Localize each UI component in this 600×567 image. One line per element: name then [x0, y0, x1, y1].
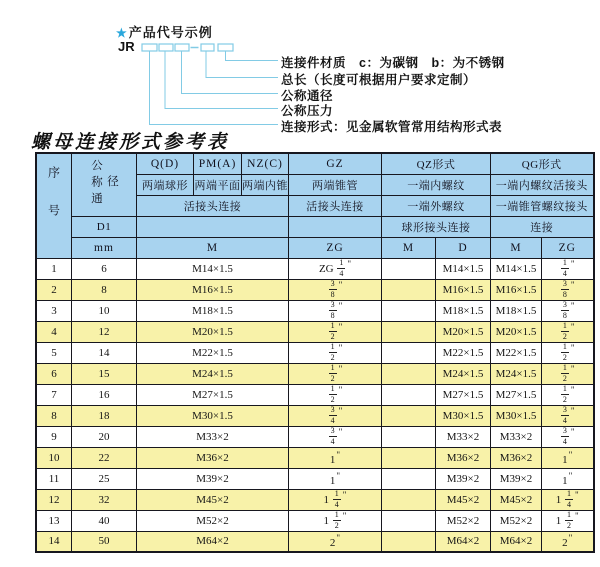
header-type-gz: GZ — [289, 153, 382, 174]
inch-mark: " — [570, 280, 575, 290]
header-dn-text: 公称通径 — [90, 158, 118, 208]
fraction: $\frac{3}{4}$ — [330, 405, 335, 425]
cell-gz-zg — [289, 384, 382, 405]
cell-qg-zg — [542, 405, 594, 426]
inch-mark: " — [570, 301, 575, 311]
header-zg-gz: ZG — [289, 237, 382, 258]
code-box-5 — [218, 44, 233, 51]
cell-qz-m — [382, 321, 436, 342]
cell-qg-zg — [542, 363, 594, 384]
cell-qg-zg: 1 $\frac{1}{4}$ " — [542, 489, 594, 510]
label-nominal-pressure: 公称压力 — [281, 104, 334, 118]
cell-qg-m: M18×1.5 — [491, 300, 542, 321]
inch-mark: " — [568, 470, 573, 481]
header-type-qg: QG形式 — [491, 153, 594, 174]
header-d-qz: D — [436, 237, 491, 258]
cell-qz-d: M24×1.5 — [436, 363, 491, 384]
inch-mark: " — [336, 449, 341, 460]
cell-gz-zg: 1 $\frac{1}{4}$ " — [289, 489, 382, 510]
cell-qg-zg — [542, 426, 594, 447]
fraction: $\frac{1}{2}$ — [330, 342, 335, 362]
table-row — [36, 300, 594, 321]
cell-qg-zg — [542, 321, 594, 342]
inch-mark: " — [570, 427, 575, 437]
product-code-prefix: JR — [118, 39, 135, 54]
header-mm: mm — [72, 237, 137, 258]
cell-qz-m — [382, 468, 436, 489]
cell-gz-zg: 1 $\frac{1}{2}$ " — [289, 510, 382, 531]
table-row — [36, 384, 594, 405]
cell-m: M18×1.5 — [137, 300, 289, 321]
cell-m: M33×2 — [137, 426, 289, 447]
cell-m: M20×1.5 — [137, 321, 289, 342]
header-union-left: 活接头连接 — [137, 195, 289, 216]
header-m-main: M — [137, 237, 289, 258]
cell-seq: 13 — [36, 510, 72, 531]
cell-qz-d: M18×1.5 — [436, 300, 491, 321]
header-type-pma: PM(A) — [194, 153, 242, 174]
cell-seq: 6 — [36, 363, 72, 384]
inch-mark: " — [570, 406, 575, 416]
fraction: $\frac{1}{2}$ — [330, 321, 335, 341]
cell-gz-zg — [289, 405, 382, 426]
fraction: $\frac{1}{2}$ — [562, 342, 567, 362]
inch-mark: " — [570, 343, 575, 353]
fraction: $\frac{3}{8}$ — [330, 300, 335, 320]
inch-mark: " — [338, 385, 343, 395]
cell-m: M16×1.5 — [137, 279, 289, 300]
inch-mark: " — [338, 427, 343, 437]
cell-qg-zg — [542, 279, 594, 300]
cell-qz-d: M14×1.5 — [436, 258, 491, 279]
cell-seq: 8 — [36, 405, 72, 426]
fraction: $\frac{3}{4}$ — [562, 405, 567, 425]
cell-qz-d: M64×2 — [436, 531, 491, 552]
table-row — [36, 279, 594, 300]
cell-dn-mm: 14 — [72, 342, 137, 363]
table-row — [36, 426, 594, 447]
connector-line-form — [150, 51, 279, 125]
fraction: $\frac{3}{8}$ — [562, 279, 567, 299]
header-row-5 — [36, 237, 594, 258]
cell-dn-mm: 18 — [72, 405, 137, 426]
cell-qg-zg — [542, 342, 594, 363]
cell-qg-m: M64×2 — [491, 531, 542, 552]
cell-qz-d: M22×1.5 — [436, 342, 491, 363]
header-zg-qg: ZG — [542, 237, 594, 258]
cell-dn-mm: 8 — [72, 279, 137, 300]
inch-mark: " — [570, 385, 575, 395]
cell-qg-m: M22×1.5 — [491, 342, 542, 363]
cell-qg-m: M30×1.5 — [491, 405, 542, 426]
inch-mark: " — [342, 511, 347, 521]
cell-qz-m — [382, 426, 436, 447]
label-total-length: 总长（长度可根据用户要求定制） — [281, 73, 477, 87]
label-material: 连接件材质 c：为碳钢 b：为不锈钢 — [281, 56, 505, 70]
cell-qg-zg — [542, 258, 594, 279]
nut-connection-table — [35, 152, 595, 553]
cell-qz-m — [382, 489, 436, 510]
fraction: $\frac{1}{4}$ — [567, 489, 572, 509]
inch-mark: " — [570, 322, 575, 332]
header-m-qg: M — [491, 237, 542, 258]
cell-m: M45×2 — [137, 489, 289, 510]
cell-gz-zg — [289, 342, 382, 363]
fraction: $\frac{1}{2}$ — [334, 510, 339, 530]
inch-mark: " — [568, 449, 573, 460]
cell-seq: 11 — [36, 468, 72, 489]
star-icon: ★ — [116, 26, 127, 40]
header-taper-thread-qg: 一端锥管螺纹接头 — [491, 195, 594, 216]
header-desc-pma: 两端平面 — [194, 174, 242, 195]
table-body — [36, 258, 594, 552]
header-seq — [36, 153, 72, 258]
table-row — [36, 489, 594, 510]
header-desc-nzc: 两端内锥 — [242, 174, 289, 195]
cell-dn-mm: 20 — [72, 426, 137, 447]
connector-line-material — [226, 51, 279, 61]
cell-gz-zg: 1" — [289, 468, 382, 489]
inch-mark: " — [347, 259, 352, 269]
product-code-heading-text: 产品代号示例 — [128, 25, 213, 40]
cell-gz-zg — [289, 279, 382, 300]
cell-qz-m — [382, 279, 436, 300]
inch-mark: " — [570, 364, 575, 374]
connector-line-length — [206, 51, 278, 78]
fraction: $\frac{3}{8}$ — [562, 300, 567, 320]
cell-qg-zg: 1" — [542, 468, 594, 489]
fraction: $\frac{1}{2}$ — [567, 510, 572, 530]
table-row — [36, 342, 594, 363]
cell-qz-m — [382, 363, 436, 384]
header-cell-empty — [289, 216, 382, 237]
cell-seq: 4 — [36, 321, 72, 342]
cell-qz-m — [382, 531, 436, 552]
cell-qg-m: M36×2 — [491, 447, 542, 468]
inch-mark: " — [338, 322, 343, 332]
cell-qz-d: M27×1.5 — [436, 384, 491, 405]
fraction: $\frac{1}{2}$ — [562, 363, 567, 383]
fraction: $\frac{3}{8}$ — [330, 279, 335, 299]
cell-qz-d: M33×2 — [436, 426, 491, 447]
table-row — [36, 468, 594, 489]
cell-seq: 5 — [36, 342, 72, 363]
fraction: $\frac{1}{4}$ — [562, 258, 567, 278]
cell-dn-mm: 25 — [72, 468, 137, 489]
code-box-2 — [159, 44, 173, 51]
cell-m: M30×1.5 — [137, 405, 289, 426]
cell-qz-d: M30×1.5 — [436, 405, 491, 426]
code-box-1 — [142, 44, 157, 51]
header-ext-thread-qz: 一端外螺纹 — [382, 195, 491, 216]
cell-m: M36×2 — [137, 447, 289, 468]
cell-qz-d: M16×1.5 — [436, 279, 491, 300]
cell-dn-mm: 10 — [72, 300, 137, 321]
fraction: $\frac{1}{2}$ — [330, 363, 335, 383]
connector-line-diameter — [182, 51, 279, 94]
header-connect-qg: 连接 — [491, 216, 594, 237]
header-desc-qz: 一端内螺纹 — [382, 174, 491, 195]
table-row — [36, 321, 594, 342]
table-row — [36, 258, 594, 279]
header-cell-empty — [137, 216, 289, 237]
cell-qg-m: M27×1.5 — [491, 384, 542, 405]
fraction: $\frac{1}{4}$ — [339, 258, 344, 278]
cell-qz-d: M20×1.5 — [436, 321, 491, 342]
header-desc-qd: 两端球形 — [137, 174, 194, 195]
label-nominal-diameter: 公称通径 — [281, 89, 334, 103]
inch-mark: " — [338, 280, 343, 290]
cell-dn-mm: 22 — [72, 447, 137, 468]
header-ball-joint-qz: 球形接头连接 — [382, 216, 491, 237]
cell-seq: 2 — [36, 279, 72, 300]
page-title: 螺母连接形式参考表 — [31, 132, 230, 153]
cell-qg-zg — [542, 300, 594, 321]
header-union-gz: 活接头连接 — [289, 195, 382, 216]
cell-qz-d: M39×2 — [436, 468, 491, 489]
fraction: $\frac{1}{2}$ — [562, 321, 567, 341]
cell-dn-mm: 12 — [72, 321, 137, 342]
cell-qz-m — [382, 342, 436, 363]
code-box-3 — [175, 44, 189, 51]
cell-m: M27×1.5 — [137, 384, 289, 405]
inch-mark: " — [338, 343, 343, 353]
cell-qg-zg — [542, 384, 594, 405]
cell-qz-m — [382, 300, 436, 321]
header-d1: D1 — [72, 216, 137, 237]
fraction: $\frac{1}{2}$ — [330, 384, 335, 404]
cell-qz-d: M36×2 — [436, 447, 491, 468]
inch-mark: " — [336, 470, 341, 481]
cell-gz-zg — [289, 321, 382, 342]
table-row — [36, 363, 594, 384]
header-type-nzc: NZ(C) — [242, 153, 289, 174]
cell-gz-zg — [289, 426, 382, 447]
inch-mark: " — [570, 259, 575, 269]
cell-gz-zg: 2" — [289, 531, 382, 552]
cell-qg-m: M33×2 — [491, 426, 542, 447]
inch-mark: " — [336, 533, 341, 544]
cell-gz-zg — [289, 363, 382, 384]
cell-m: M14×1.5 — [137, 258, 289, 279]
table-row — [36, 447, 594, 468]
cell-seq: 9 — [36, 426, 72, 447]
cell-gz-zg: ZG $\frac{1}{4}$ " — [289, 258, 382, 279]
cell-qz-d: M45×2 — [436, 489, 491, 510]
fraction: $\frac{3}{4}$ — [562, 426, 567, 446]
cell-gz-zg: 1" — [289, 447, 382, 468]
fraction: $\frac{1}{4}$ — [334, 489, 339, 509]
cell-m: M24×1.5 — [137, 363, 289, 384]
inch-mark: " — [338, 406, 343, 416]
cell-qg-m: M52×2 — [491, 510, 542, 531]
table-row — [36, 531, 594, 552]
table-row — [36, 510, 594, 531]
cell-qg-m: M45×2 — [491, 489, 542, 510]
cell-qz-m — [382, 258, 436, 279]
header-desc-gz: 两端锥管 — [289, 174, 382, 195]
cell-gz-zg — [289, 300, 382, 321]
cell-dn-mm: 50 — [72, 531, 137, 552]
cell-dn-mm: 40 — [72, 510, 137, 531]
cell-dn-mm: 16 — [72, 384, 137, 405]
header-row-4 — [36, 216, 594, 237]
table-row — [36, 405, 594, 426]
header-m-qz: M — [382, 237, 436, 258]
cell-seq: 7 — [36, 384, 72, 405]
cell-qg-zg: 1" — [542, 447, 594, 468]
cell-seq: 12 — [36, 489, 72, 510]
cell-dn-mm: 6 — [72, 258, 137, 279]
cell-qg-m: M39×2 — [491, 468, 542, 489]
cell-qg-m: M20×1.5 — [491, 321, 542, 342]
fraction: $\frac{1}{2}$ — [562, 384, 567, 404]
cell-dn-mm: 15 — [72, 363, 137, 384]
cell-seq: 1 — [36, 258, 72, 279]
cell-qg-zg: 2" — [542, 531, 594, 552]
header-dn — [72, 153, 137, 216]
header-row-1 — [36, 153, 594, 174]
cell-m: M22×1.5 — [137, 342, 289, 363]
inch-mark: " — [575, 511, 579, 521]
inch-mark: " — [575, 490, 579, 500]
cell-qz-d: M52×2 — [436, 510, 491, 531]
cell-qz-m — [382, 384, 436, 405]
cell-m: M39×2 — [137, 468, 289, 489]
cell-seq: 14 — [36, 531, 72, 552]
cell-qz-m — [382, 510, 436, 531]
table-header — [36, 153, 594, 258]
inch-mark: " — [338, 301, 343, 311]
cell-qz-m — [382, 405, 436, 426]
fraction: $\frac{3}{4}$ — [330, 426, 335, 446]
inch-mark: " — [568, 533, 573, 544]
cell-qg-m: M24×1.5 — [491, 363, 542, 384]
cell-m: M52×2 — [137, 510, 289, 531]
header-desc-qg: 一端内螺纹活接头 — [491, 174, 594, 195]
cell-qg-m: M16×1.5 — [491, 279, 542, 300]
cell-qg-zg: 1 $\frac{1}{2}$ " — [542, 510, 594, 531]
label-connection-form: 连接形式：见金属软管常用结构形式表 — [281, 120, 503, 134]
inch-mark: " — [338, 364, 343, 374]
cell-qg-m: M14×1.5 — [491, 258, 542, 279]
cell-seq: 3 — [36, 300, 72, 321]
cell-qz-m — [382, 447, 436, 468]
inch-mark: " — [342, 490, 347, 500]
code-box-4 — [201, 44, 214, 51]
cell-seq: 10 — [36, 447, 72, 468]
cell-dn-mm: 32 — [72, 489, 137, 510]
header-seq-text: 序号 — [46, 166, 61, 243]
header-type-qz: QZ形式 — [382, 153, 491, 174]
header-type-qd: Q(D) — [137, 153, 194, 174]
cell-m: M64×2 — [137, 531, 289, 552]
